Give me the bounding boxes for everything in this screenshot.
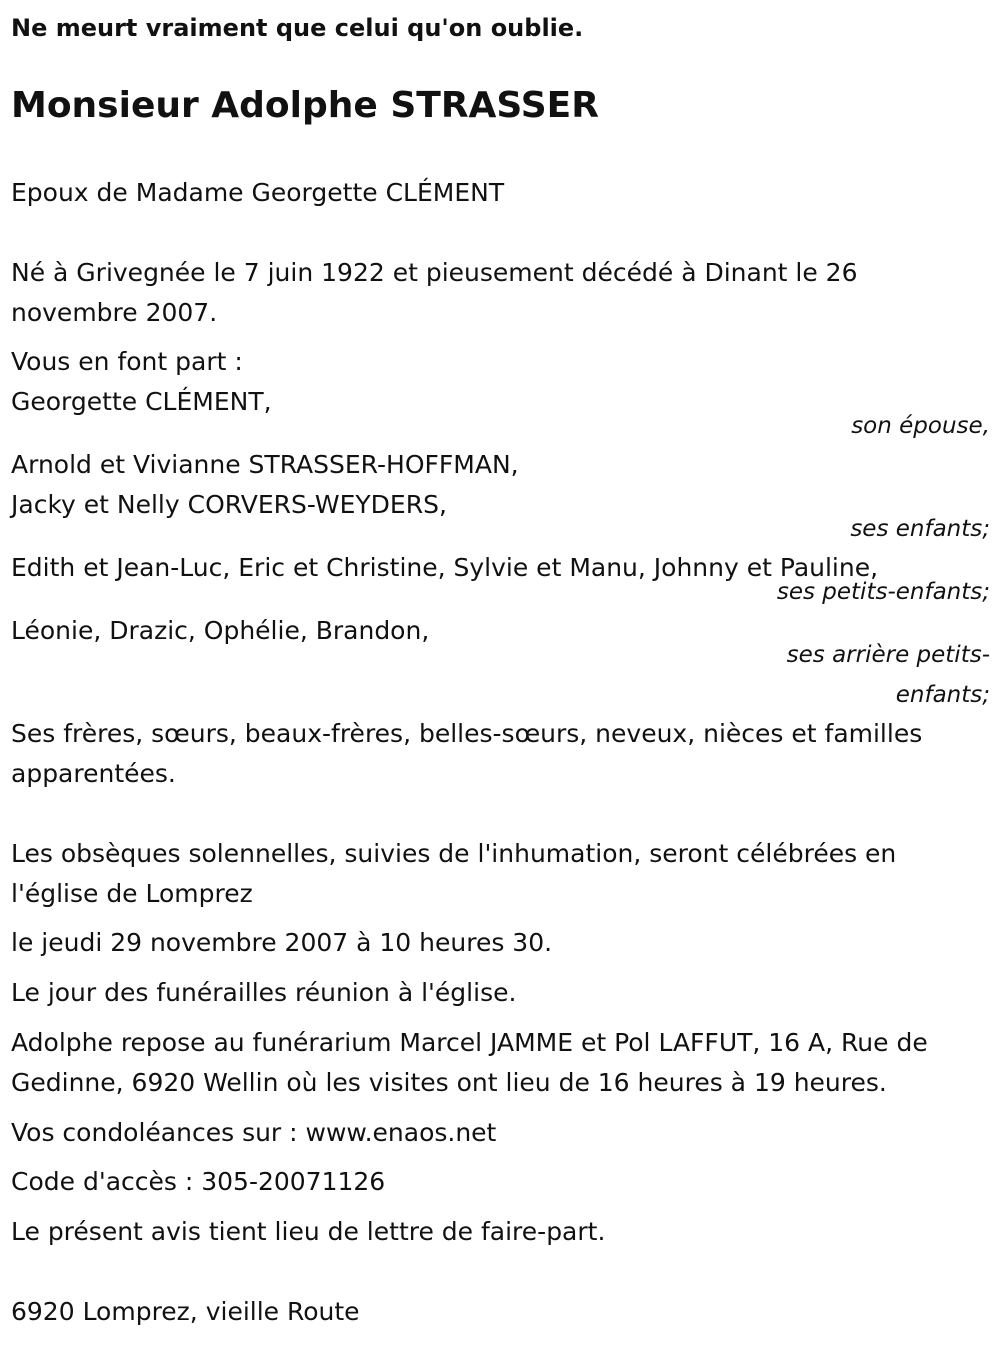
great-grandchildren-names: Léonie, Drazic, Ophélie, Brandon, (11, 616, 430, 645)
grandchildren-names: Edith et Jean-Luc, Eric et Christine, Sylvie et Manu, Johnny et Pauline, (11, 553, 879, 582)
funeral-line-2: l'église de Lomprez (11, 879, 253, 908)
announcement-intro: Vous en font part : (11, 347, 243, 376)
address-line: 6920 Lomprez, vieille Route (11, 1297, 360, 1326)
notice-line: Le présent avis tient lieu de lettre de faire-part. (11, 1217, 606, 1246)
children-role: ses enfants; (850, 516, 990, 542)
spouse-name: Georgette CLÉMENT, (11, 387, 272, 416)
relatives-line-2: apparentées. (11, 759, 176, 788)
access-code-line: Code d'accès : 305-20071126 (11, 1167, 386, 1196)
condolences-line: Vos condoléances sur : www.enaos.net (11, 1118, 497, 1147)
funeral-datetime: le jeudi 29 novembre 2007 à 10 heures 30. (11, 928, 553, 957)
great-grandchildren-role-line-1: ses arrière petits- (786, 642, 990, 668)
grandchildren-role: ses petits-enfants; (776, 579, 990, 605)
child-name-1: Arnold et Vivianne STRASSER-HOFFMAN, (11, 450, 519, 479)
child-name-2: Jacky et Nelly CORVERS-WEYDERS, (11, 490, 447, 519)
great-grandchildren-role-line-2: enfants; (895, 682, 990, 708)
birth-death-line-1: Né à Grivegnée le 7 juin 1922 et pieusement décédé à Dinant le 26 (11, 258, 858, 287)
motto-quote: Ne meurt vraiment que celui qu'on oublie. (11, 14, 584, 42)
funeral-line-1: Les obsèques solennelles, suivies de l'inhumation, seront célébrées en (11, 839, 897, 868)
birth-death-line-2: novembre 2007. (11, 298, 218, 327)
relatives-line-1: Ses frères, sœurs, beaux-frères, belles-sœurs, neveux, nièces et familles (11, 719, 923, 748)
repose-line-2: Gedinne, 6920 Wellin où les visites ont lieu de 16 heures à 19 heures. (11, 1068, 887, 1097)
spouse-role: son épouse, (851, 413, 990, 439)
funeral-gathering: Le jour des funérailles réunion à l'église. (11, 978, 517, 1007)
deceased-name-heading: Monsieur Adolphe STRASSER (11, 85, 599, 126)
spouse-line: Epoux de Madame Georgette CLÉMENT (11, 178, 505, 207)
repose-line-1: Adolphe repose au funérarium Marcel JAMME et Pol LAFFUT, 16 A, Rue de (11, 1028, 928, 1057)
